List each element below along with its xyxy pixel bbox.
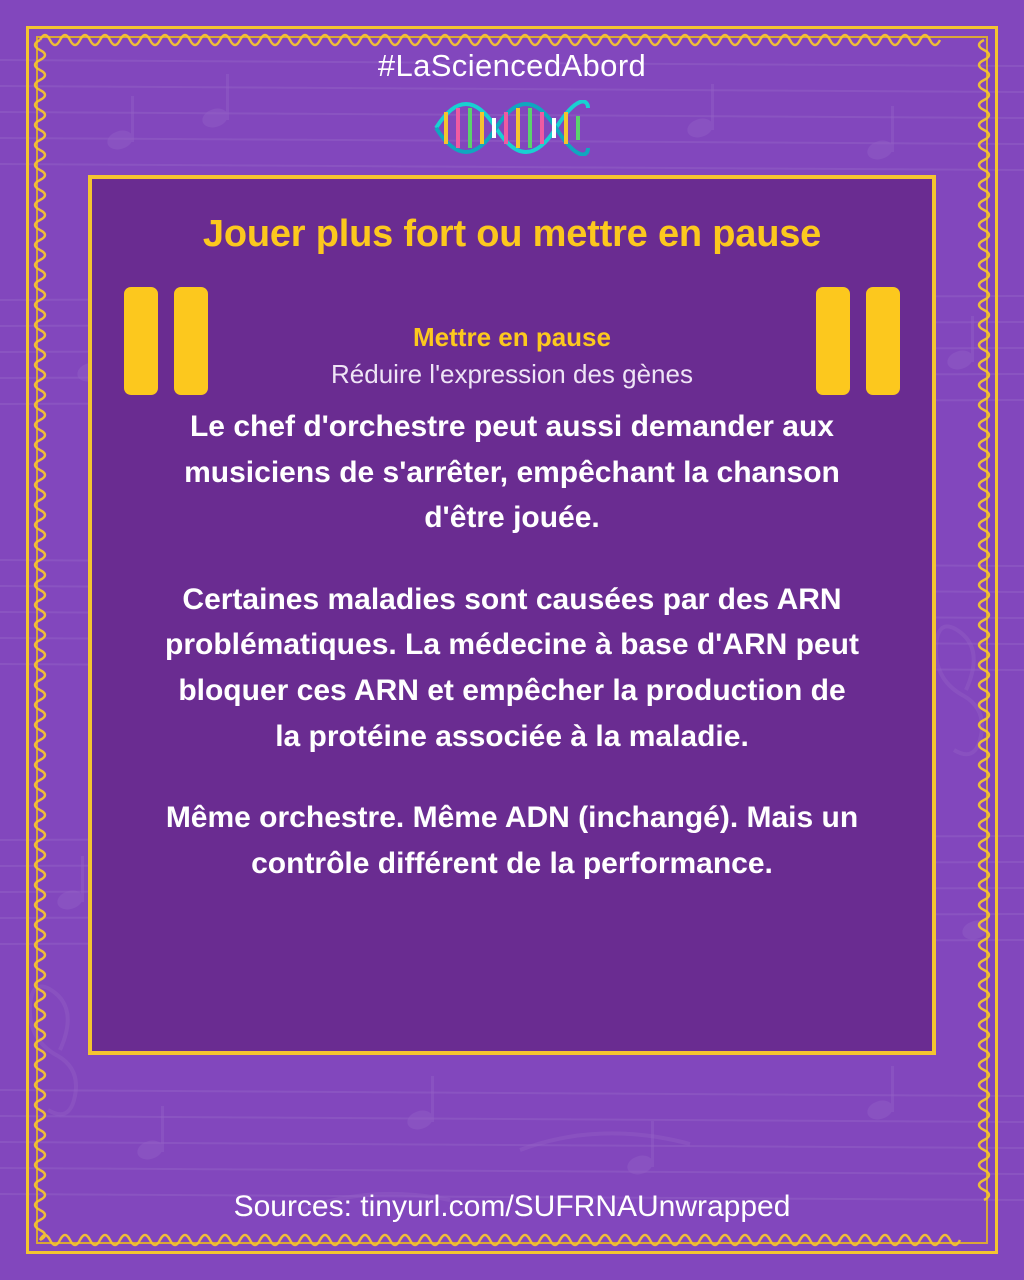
section-subheading: Réduire l'expression des gènes <box>331 359 693 389</box>
content-card <box>88 175 936 1055</box>
pause-bar <box>124 287 158 395</box>
pause-bar <box>816 287 850 395</box>
hashtag-label: #LaSciencedAbord <box>377 48 647 83</box>
pause-bar <box>174 287 208 395</box>
paragraph-1: Le chef d'orchestre peut aussi demander aux musiciens de s'arrêter, empêchant la chanson d'être jouée. <box>184 410 840 535</box>
pause-bar <box>866 287 900 395</box>
sources-label: Sources: tinyurl.com/SUFRNAUnwrapped <box>233 1190 791 1223</box>
card-title: Jouer plus fort ou mettre en pause <box>202 213 822 255</box>
pause-icon-right <box>816 287 900 395</box>
pause-icon-left <box>124 287 208 395</box>
dna-helix-icon <box>432 100 592 156</box>
paragraph-3: Même orchestre. Même ADN (inchangé). Mais un contrôle différent de la performance. <box>165 801 859 880</box>
section-heading: Mettre en pause <box>413 322 611 352</box>
paragraph-2: Certaines maladies sont causées par des ARN problématiques. La médecine à base d'ARN peut bloquer ces ARN et empêcher la production de la protéine associée à la maladie. <box>165 582 859 753</box>
